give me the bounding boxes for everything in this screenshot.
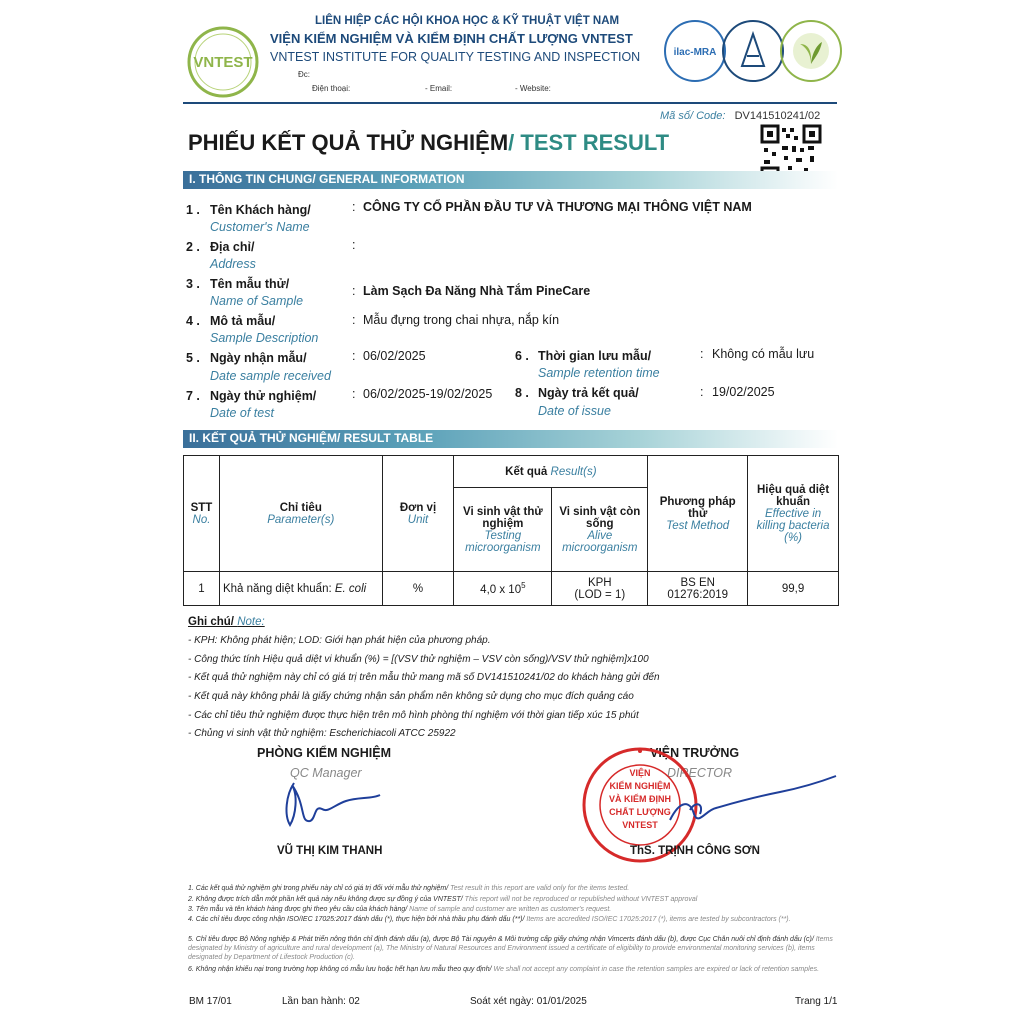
qc-manager-role-en: QC Manager <box>290 766 362 780</box>
section-general-info-title: I. THÔNG TIN CHUNG/ GENERAL INFORMATION <box>189 172 465 186</box>
header-efficiency: Hiệu quả diệt khuẩn Effective in killing bacteria (%) <box>748 456 839 572</box>
retention-time-label-en: Sample retention time <box>538 366 660 380</box>
email-label: - Email: <box>425 84 453 93</box>
section-general-info <box>183 171 838 189</box>
website-label: - Website: <box>515 84 551 93</box>
code-value: DV141510241/02 <box>734 110 821 122</box>
sample-name-label: Tên mẫu thử/ <box>210 277 290 291</box>
customer-name-label: Tên Khách hàng/ <box>210 203 311 217</box>
qc-manager-signature <box>276 775 386 840</box>
director-role-en: DIRECTOR <box>667 766 733 780</box>
header-method: Phương pháp thử Test Method <box>648 456 748 572</box>
customer-name-label-en: Customer's Name <box>210 220 310 234</box>
notes-title: Ghi chú/ Note: <box>188 616 265 628</box>
header-unit: Đơn vị Unit <box>382 456 454 572</box>
stamp-line: VNTEST <box>622 820 658 830</box>
field-number: 4 . <box>186 314 200 328</box>
footnote: 1. Các kết quả thử nghiệm ghi trong phiếu này chỉ có giá trị đối với mẫu thử nghiệm/ Test result in this report are valid only for the items tested. <box>188 885 630 892</box>
sample-description-label-en: Sample Description <box>210 331 319 345</box>
title-en: / TEST RESULT <box>508 130 670 155</box>
address-field-label-en: Address <box>210 257 256 271</box>
institute-name-en: VNTEST INSTITUTE FOR QUALITY TESTING AND INSPECTION <box>270 50 641 64</box>
sample-name-value: Làm Sạch Đa Năng Nhà Tắm PineCare <box>363 284 591 298</box>
ilac-mra-badge <box>664 20 726 82</box>
qc-manager-name: VŨ THỊ KIM THANH <box>277 845 383 857</box>
title-vi: PHIẾU KẾT QUẢ THỬ NGHIỆM <box>188 130 509 155</box>
date-received-label: Ngày nhận mẫu/ <box>210 351 307 365</box>
page-number: Trang 1/1 <box>795 996 838 1007</box>
row-unit: % <box>382 572 454 606</box>
sample-description-value: Mẫu đựng trong chai nhựa, nắp kín <box>363 313 560 327</box>
customer-name-value: CÔNG TY CỔ PHẦN ĐẦU TƯ VÀ THƯƠNG MẠI THÔNG VIỆT NAM <box>363 200 752 214</box>
issue-date-value: 19/02/2025 <box>712 385 775 399</box>
phone-label: Điện thoại: <box>312 84 351 93</box>
test-date-value: 06/02/2025-19/02/2025 <box>363 387 493 401</box>
header-divider <box>183 102 837 104</box>
stamp-line: KIỂM NGHIỆM <box>609 781 671 791</box>
stamp-line: VIỆN <box>629 768 651 778</box>
logo-text: VNTEST <box>193 54 253 71</box>
header-testing-microorganism: Vi sinh vật thử nghiệm Testing microorganism <box>454 488 552 572</box>
accreditation-badge <box>722 20 784 82</box>
report-code <box>660 110 820 122</box>
section-result-table <box>183 430 838 448</box>
field-number: 5 . <box>186 351 200 365</box>
note-item: - Kết quả thử nghiệm này chỉ có giá trị trên mẫu thử mang mã số DV141510241/02 do khách hàng gửi đến <box>188 672 660 683</box>
header-alive-microorganism: Vi sinh vật còn sống Alive microorganism <box>552 488 648 572</box>
stamp-line: VÀ KIỂM ĐỊNH <box>608 794 671 804</box>
table-row <box>184 572 839 606</box>
stamp-line: CHẤT LƯỢNG <box>609 807 671 817</box>
footnote: 3. Tên mẫu và tên khách hàng được ghi theo yêu cầu của khách hàng/ Name of sample and customer are written as customer's request. <box>188 906 612 913</box>
address-label: Đc: <box>298 70 310 79</box>
director-signature <box>660 770 840 845</box>
issue-date-label-en: Date of issue <box>538 404 611 418</box>
row-method: BS EN 01276:2019 <box>648 572 748 606</box>
section-result-table-title: II. KẾT QUẢ THỬ NGHIỆM/ RESULT TABLE <box>189 431 434 445</box>
row-stt: 1 <box>184 572 220 606</box>
retention-time-label: Thời gian lưu mẫu/ <box>538 349 652 363</box>
test-date-label: Ngày thử nghiệm/ <box>210 389 317 403</box>
date-received-label-en: Date sample received <box>210 369 331 383</box>
note-item: - KPH: Không phát hiện; LOD: Giới hạn phát hiện của phương pháp. <box>188 635 491 646</box>
date-received-value: 06/02/2025 <box>363 349 426 363</box>
field-number: 3 . <box>186 277 200 291</box>
qc-manager-role: PHÒNG KIỂM NGHIỆM <box>257 746 392 760</box>
row-alive-value: KPH (LOD = 1) <box>552 572 648 606</box>
retention-time-value: Không có mẫu lưu <box>712 347 815 361</box>
field-number: 1 . <box>186 203 200 217</box>
header-stt: STT No. <box>184 456 220 572</box>
footnote: 5. Chỉ tiêu được Bộ Nông nghiệp & Phát triển nông thôn chỉ định đánh dấu (a), được Bộ Tài nguyên & Môi trường cấp giấy chứng nhận Vimcerts đánh dấu (b), được Cục Chăn nuôi chỉ định đánh dấu (c)/ Items designated by Ministry of agriculture and rural development (a), The Ministry of Natural Resources and Environment issued a certificate of eligibility to provide environmental monitoring services (b), items designated by Department of Lifestock Production (c). <box>188 936 833 961</box>
sample-description-label: Mô tả mẫu/ <box>210 314 276 328</box>
header-result: Kết quả Result(s) <box>454 456 648 488</box>
note-item: - Các chỉ tiêu thử nghiệm được thực hiện trên mô hình phòng thí nghiệm với thời gian tiếp xúc 15 phút <box>188 710 639 721</box>
institute-name-vi: VIỆN KIỂM NGHIỆM VÀ KIỂM ĐỊNH CHẤT LƯỢNG VNTEST <box>270 31 633 46</box>
test-date-label-en: Date of test <box>210 406 274 420</box>
row-testing-value: 4,0 x $10^5$ <box>454 572 552 606</box>
form-number: BM 17/01 <box>189 996 232 1007</box>
note-item: - Công thức tính Hiệu quả diệt vi khuẩn (%) = [(VSV thử nghiệm – VSV còn sống)/VSV thử nghiệm]x100 <box>188 654 649 665</box>
code-label: Mã số/ Code: <box>660 110 726 122</box>
page-title <box>188 130 669 156</box>
row-parameter: Khả năng diệt khuẩn: E. coli <box>219 572 382 606</box>
issue-number: Lần ban hành: 02 <box>282 996 360 1007</box>
footnote: 2. Không được trích dẫn một phần kết quả này nếu không được sự đồng ý của VNTEST/ This report will not be reproduced or republished without VNTEST approval <box>188 896 698 903</box>
result-table <box>183 455 839 606</box>
director-name: ThS. TRỊNH CÔNG SƠN <box>630 845 760 857</box>
vntest-logo <box>183 25 263 99</box>
field-number: 2 . <box>186 240 200 254</box>
environment-badge <box>780 20 842 82</box>
address-field-label: Địa chỉ/ <box>210 240 255 254</box>
field-number: 6 . <box>515 349 529 363</box>
note-item: - Kết quả này không phải là giấy chứng nhận sản phẩm nên không sử dụng cho mục đích quảng cáo <box>188 691 634 702</box>
issue-date-label: Ngày trả kết quả/ <box>538 386 639 400</box>
field-number: 7 . <box>186 389 200 403</box>
review-date: Soát xét ngày: 01/01/2025 <box>470 996 587 1007</box>
ilac-text: ilac-MRA <box>673 47 717 58</box>
row-efficiency: 99,9 <box>748 572 839 606</box>
footnote: 4. Các chỉ tiêu được công nhận ISO/IEC 17025:2017 đánh dấu (*), thực hiện bởi nhà thầu phụ đánh dấu (**)/ Items are accredited ISO/IEC 17025:2017 (*), items are tested by subcontractors (**). <box>188 916 791 923</box>
field-number: 8 . <box>515 386 529 400</box>
note-item: - Chủng vi sinh vật thử nghiệm: Escherichiacoli ATCC 25922 <box>188 728 456 739</box>
sample-name-label-en: Name of Sample <box>210 294 304 308</box>
footnote: 6. Không nhận khiếu nại trong trường hợp không có mẫu lưu hoặc hết hạn lưu mẫu theo quy định/ We shall not accept any complaint in case the retention samples are expired or lack of retention samples. <box>188 966 820 973</box>
header-parameter: Chỉ tiêu Parameter(s) <box>219 456 382 572</box>
union-name: LIÊN HIỆP CÁC HỘI KHOA HỌC & KỸ THUẬT VIỆT NAM <box>315 15 620 27</box>
director-role: VIỆN TRƯỞNG <box>650 746 740 760</box>
